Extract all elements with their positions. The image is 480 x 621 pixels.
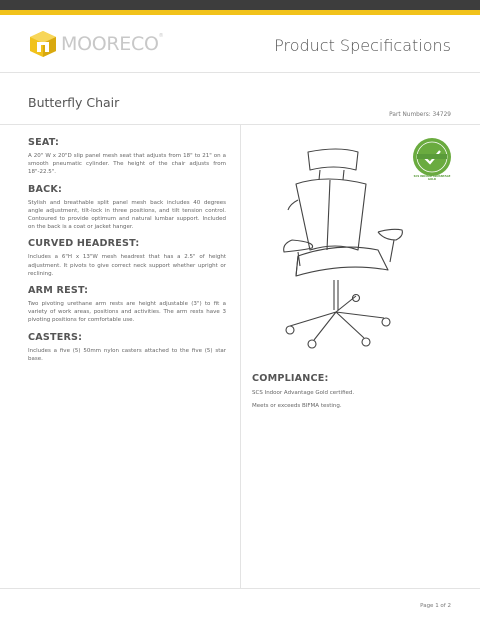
compliance-heading: COMPLIANCE: bbox=[252, 373, 329, 384]
divider bbox=[0, 588, 480, 589]
part-number: Part Numbers: 34729 bbox=[389, 112, 451, 118]
brand-wordmark: MOORECO® bbox=[61, 33, 164, 55]
spec-text: A 20" W x 20"D slip panel mesh seat that adjusts from 18" to 21" on a smooth pneumatic cylinder. The height of the chair adjusts from 18"-22.5". bbox=[28, 153, 226, 176]
spec-text: Includes a five (5) 50mm nylon casters attached to the five (5) star base. bbox=[28, 347, 226, 362]
spec-text: Two pivoting urethane arm rests are height adjustable (3") to fit a variety of work areas, positions and activities. The arm rests have 3 pivoting positions for comfortable use. bbox=[28, 301, 226, 324]
divider bbox=[0, 72, 480, 73]
spec-back bbox=[28, 184, 226, 232]
spec-headrest bbox=[28, 238, 226, 278]
spec-text: Includes a 6"H x 13"W mesh headrest that has a 2.5" of height adjustment. It pivots to give correct neck support whether upright or reclining. bbox=[28, 254, 226, 277]
spec-heading: CURVED HEADREST: bbox=[28, 238, 140, 250]
page-number: Page 1 of 2 bbox=[420, 603, 451, 609]
spec-heading: SEAT: bbox=[28, 137, 59, 148]
chair-illustration bbox=[268, 140, 438, 360]
product-name: Butterfly Chair bbox=[28, 95, 120, 110]
top-accent-stripe bbox=[0, 10, 480, 15]
column-divider bbox=[240, 124, 241, 588]
spec-heading: ARM REST: bbox=[28, 285, 89, 297]
spec-seat bbox=[28, 137, 226, 177]
compliance-line: Meets or exceeds BIFMA testing. bbox=[252, 403, 342, 409]
spec-heading: CASTERS: bbox=[28, 331, 83, 343]
spec-text: Stylish and breathable split panel mesh back includes 40 degrees angle adjustment, tilt-lock in three positions, and tilt tension control. Contoured to provide optimum and natural lumbar support. Included on the back is a coat or jacket hanger. bbox=[28, 199, 226, 231]
brand-logo bbox=[28, 30, 163, 58]
mooreco-cube-icon bbox=[28, 30, 58, 58]
spec-heading: BACK: bbox=[28, 183, 63, 195]
top-dark-bar bbox=[0, 0, 480, 10]
page-title: Product Specifications bbox=[274, 36, 451, 55]
spec-casters bbox=[28, 332, 226, 363]
badge-caption: SCS INDOOR ADVANTAGE GOLD bbox=[413, 175, 451, 182]
compliance-section bbox=[252, 373, 452, 415]
spec-list bbox=[28, 137, 226, 370]
compliance-line: SCS Indoor Advantage Gold certified. bbox=[252, 390, 355, 396]
spec-arm-rest bbox=[28, 285, 226, 325]
